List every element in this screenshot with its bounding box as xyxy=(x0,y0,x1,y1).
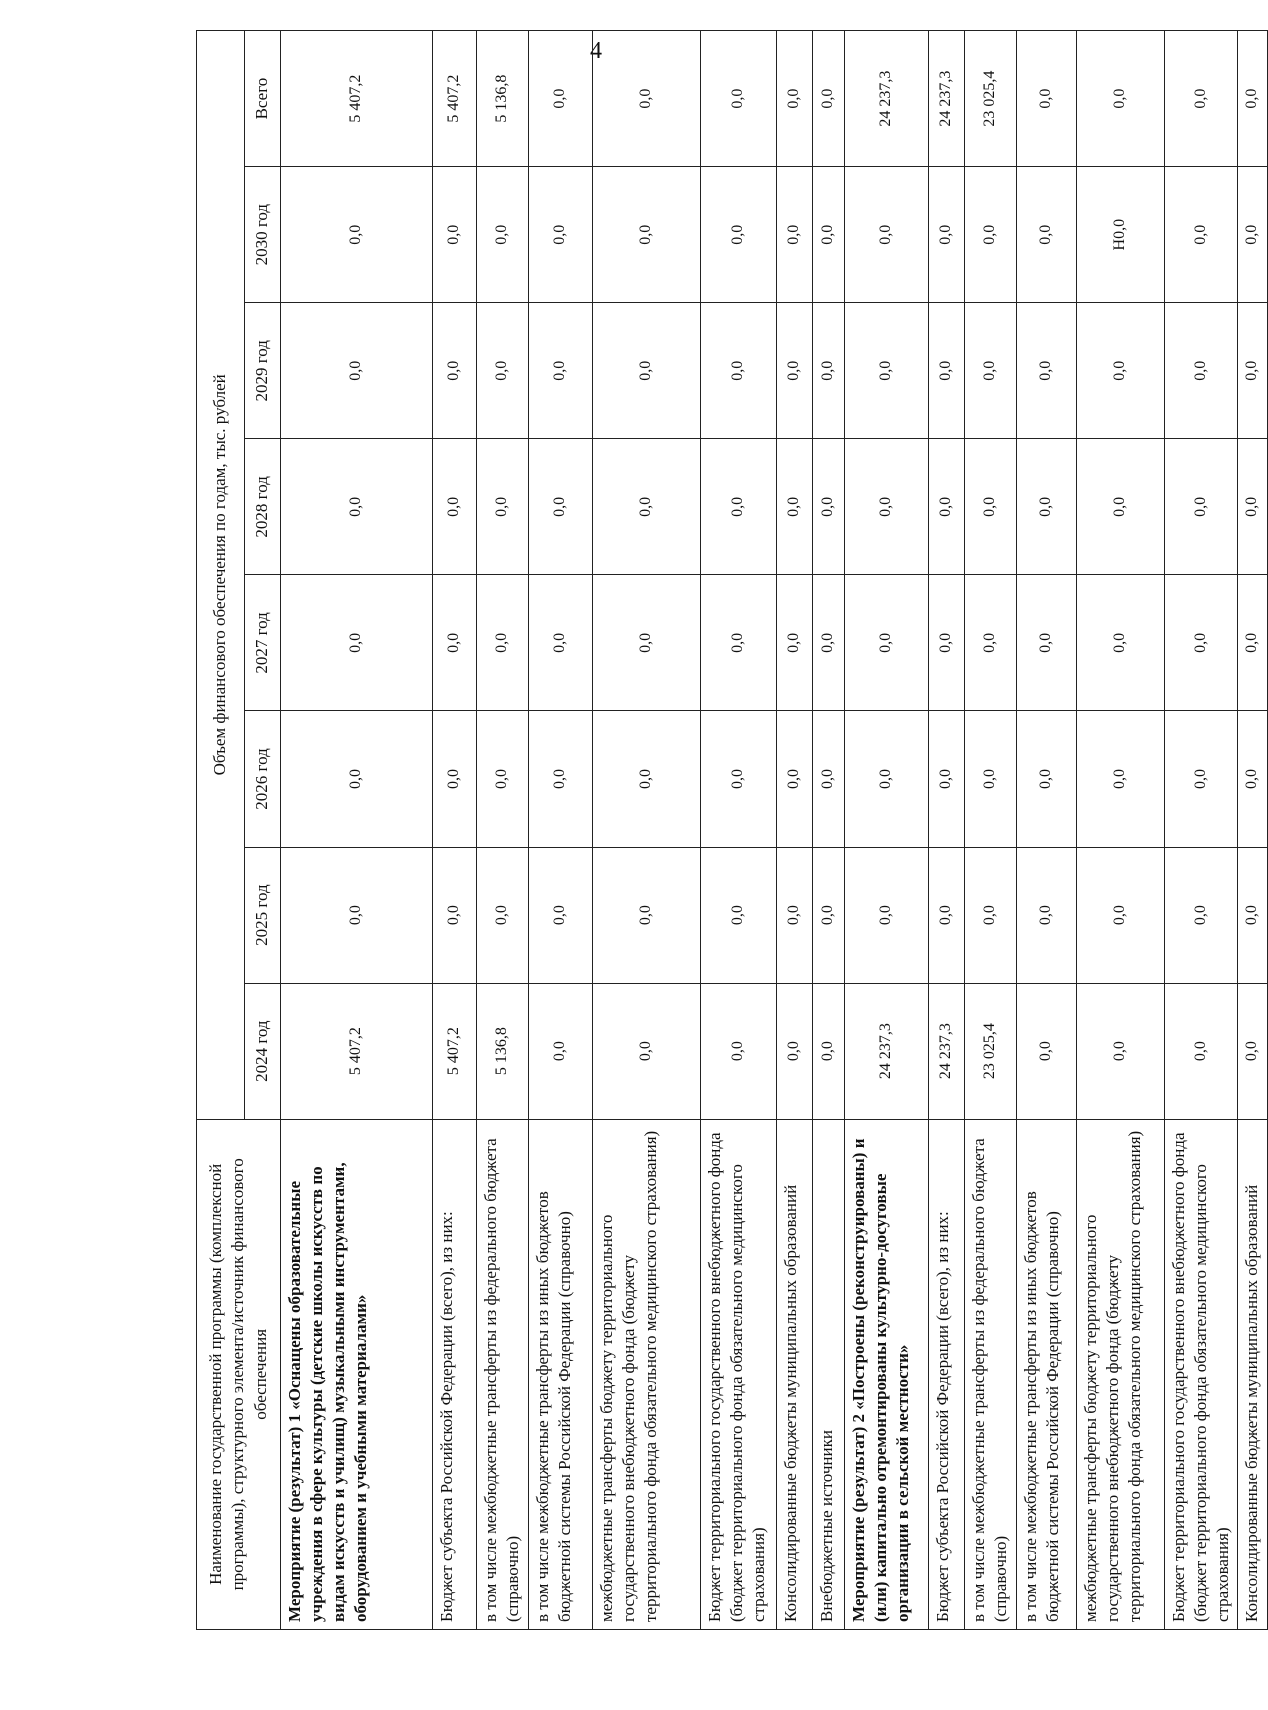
header-year-3: 2027 год xyxy=(245,575,281,711)
value-cell: 0,0 xyxy=(1017,303,1077,439)
value-cell: 0,0 xyxy=(281,439,433,575)
source-name-cell: Консолидированные бюджеты муниципальных образований xyxy=(777,1119,813,1629)
value-cell: 0,0 xyxy=(1238,31,1268,167)
table-row xyxy=(701,31,777,1630)
table-row xyxy=(777,31,813,1630)
value-cell: 0,0 xyxy=(929,167,965,303)
value-cell: 0,0 xyxy=(281,575,433,711)
value-cell: 0,0 xyxy=(1165,575,1238,711)
table-header xyxy=(197,31,281,1630)
value-cell: 0,0 xyxy=(701,575,777,711)
value-cell: 0,0 xyxy=(1077,847,1165,983)
value-cell: 0,0 xyxy=(777,711,813,847)
value-cell: 0,0 xyxy=(813,983,845,1119)
value-cell: 0,0 xyxy=(777,31,813,167)
value-cell: 0,0 xyxy=(281,711,433,847)
value-cell: 0,0 xyxy=(433,167,477,303)
value-cell: 0,0 xyxy=(1017,847,1077,983)
value-cell: 0,0 xyxy=(777,303,813,439)
value-cell: 0,0 xyxy=(965,303,1017,439)
value-cell: 0,0 xyxy=(529,711,593,847)
value-cell: 0,0 xyxy=(777,847,813,983)
value-cell: 5 136,8 xyxy=(477,983,529,1119)
header-year-6: 2030 год xyxy=(245,167,281,303)
value-cell: 0,0 xyxy=(777,983,813,1119)
table-row xyxy=(1017,31,1077,1630)
header-year-1: 2025 год xyxy=(245,847,281,983)
source-name-cell: Бюджет субъекта Российской Федерации (всего), из них: xyxy=(929,1119,965,1629)
value-cell: 0,0 xyxy=(965,711,1017,847)
source-name-cell: Внебюджетные источники xyxy=(813,1119,845,1629)
value-cell: 0,0 xyxy=(433,439,477,575)
value-cell: 0,0 xyxy=(1017,983,1077,1119)
value-cell: 0,0 xyxy=(281,167,433,303)
header-volume-title: Объем финансового обеспечения по годам, тыс. рублей xyxy=(197,31,245,1120)
value-cell: 0,0 xyxy=(1017,167,1077,303)
table-row xyxy=(845,31,929,1630)
table-row xyxy=(1165,31,1238,1630)
value-cell: 0,0 xyxy=(1077,983,1165,1119)
value-cell: 0,0 xyxy=(1077,711,1165,847)
header-year-2: 2026 год xyxy=(245,711,281,847)
value-cell: 0,0 xyxy=(1238,439,1268,575)
value-cell: 0,0 xyxy=(813,711,845,847)
value-cell: 0,0 xyxy=(929,847,965,983)
source-name-cell: Консолидированные бюджеты муниципальных образований xyxy=(1238,1119,1268,1629)
table-row xyxy=(1238,31,1268,1630)
value-cell: 0,0 xyxy=(813,31,845,167)
table-row xyxy=(281,31,433,1630)
value-cell: 0,0 xyxy=(845,711,929,847)
value-cell: 24 237,3 xyxy=(845,31,929,167)
value-cell: 0,0 xyxy=(965,575,1017,711)
value-cell: 0,0 xyxy=(1165,303,1238,439)
activity-name-cell: Мероприятие (результат) 1 «Оснащены образовательные учреждения в сфере культуры (детские школы искусств по видам искусств и училищ) музыкальными инструментами, оборудованием и учебными материалами» xyxy=(281,1119,433,1629)
value-cell: 0,0 xyxy=(593,167,701,303)
value-cell: 0,0 xyxy=(1017,711,1077,847)
value-cell: 5 407,2 xyxy=(281,983,433,1119)
value-cell: 0,0 xyxy=(433,711,477,847)
value-cell: 0,0 xyxy=(1017,31,1077,167)
value-cell: 0,0 xyxy=(1238,983,1268,1119)
value-cell: 0,0 xyxy=(1165,167,1238,303)
header-year-7: Всего xyxy=(245,31,281,167)
value-cell: 0,0 xyxy=(529,575,593,711)
table-row xyxy=(929,31,965,1630)
value-cell: 0,0 xyxy=(281,847,433,983)
value-cell: 0,0 xyxy=(929,575,965,711)
value-cell: 0,0 xyxy=(593,575,701,711)
value-cell: 0,0 xyxy=(1077,575,1165,711)
value-cell: 0,0 xyxy=(777,439,813,575)
table-row xyxy=(433,31,477,1630)
header-name-column: Наименование государственной программы (комплексной программы), структурного элемента/источник финансового обеспечения xyxy=(197,1119,281,1629)
value-cell: 0,0 xyxy=(593,31,701,167)
value-cell: 0,0 xyxy=(845,575,929,711)
value-cell: 0,0 xyxy=(1238,847,1268,983)
value-cell: 5 407,2 xyxy=(281,31,433,167)
value-cell: 0,0 xyxy=(845,303,929,439)
source-name-cell: в том числе межбюджетные трансферты из иных бюджетов бюджетной системы Российской Федерации (справочно) xyxy=(1017,1119,1077,1629)
value-cell: 0,0 xyxy=(701,439,777,575)
source-name-cell: межбюджетные трансферты бюджету территориального государственного внебюджетного фонда (бюджету территориального фонда обязательного медицинского страхования) xyxy=(1077,1119,1165,1629)
value-cell: 0,0 xyxy=(929,711,965,847)
value-cell: 0,0 xyxy=(845,439,929,575)
value-cell: 24 237,3 xyxy=(929,983,965,1119)
value-cell: 0,0 xyxy=(1238,303,1268,439)
value-cell: 0,0 xyxy=(593,303,701,439)
value-cell: 0,0 xyxy=(1165,711,1238,847)
value-cell: 0,0 xyxy=(965,439,1017,575)
table-row xyxy=(1077,31,1165,1630)
value-cell: 0,0 xyxy=(593,983,701,1119)
value-cell: 0,0 xyxy=(1165,847,1238,983)
value-cell: 0,0 xyxy=(813,439,845,575)
source-name-cell: Бюджет территориального государственного внебюджетного фонда (бюджет территориального фонда обязательного медицинского страхования) xyxy=(1165,1119,1238,1629)
value-cell: 0,0 xyxy=(929,439,965,575)
value-cell: 0,0 xyxy=(813,167,845,303)
value-cell: 0,0 xyxy=(1238,711,1268,847)
table-row xyxy=(965,31,1017,1630)
value-cell: 5 407,2 xyxy=(433,983,477,1119)
value-cell: 0,0 xyxy=(477,439,529,575)
value-cell: 23 025,4 xyxy=(965,31,1017,167)
value-cell: 23 025,4 xyxy=(965,983,1017,1119)
table-row xyxy=(529,31,593,1630)
value-cell: 0,0 xyxy=(1238,575,1268,711)
value-cell: 0,0 xyxy=(593,847,701,983)
value-cell: 0,0 xyxy=(1077,31,1165,167)
table-row xyxy=(813,31,845,1630)
value-cell: 0,0 xyxy=(1017,439,1077,575)
header-year-0: 2024 год xyxy=(245,983,281,1119)
value-cell: 0,0 xyxy=(777,167,813,303)
value-cell: 0,0 xyxy=(477,711,529,847)
value-cell: 24 237,3 xyxy=(845,983,929,1119)
value-cell: 0,0 xyxy=(433,575,477,711)
header-year-5: 2029 год xyxy=(245,303,281,439)
value-cell: 0,0 xyxy=(477,303,529,439)
source-name-cell: в том числе межбюджетные трансферты из иных бюджетов бюджетной системы Российской Федерации (справочно) xyxy=(529,1119,593,1629)
value-cell: 0,0 xyxy=(929,303,965,439)
value-cell: 0,0 xyxy=(477,167,529,303)
header-year-4: 2028 год xyxy=(245,439,281,575)
value-cell: 0,0 xyxy=(701,847,777,983)
source-name-cell: в том числе межбюджетные трансферты из федерального бюджета (справочно) xyxy=(477,1119,529,1629)
financing-table xyxy=(196,30,1268,1630)
value-cell: 0,0 xyxy=(433,303,477,439)
source-name-cell: межбюджетные трансферты бюджету территориального государственного внебюджетного фонда (бюджету территориального фонда обязательного медицинского страхования) xyxy=(593,1119,701,1629)
source-name-cell: Бюджет субъекта Российской Федерации (всего), из них: xyxy=(433,1119,477,1629)
value-cell: 5 136,8 xyxy=(477,31,529,167)
value-cell: 0,0 xyxy=(1165,31,1238,167)
value-cell: 0,0 xyxy=(777,575,813,711)
value-cell: 0,0 xyxy=(433,847,477,983)
value-cell: 0,0 xyxy=(1077,303,1165,439)
table-row xyxy=(477,31,529,1630)
value-cell: 0,0 xyxy=(477,847,529,983)
value-cell: 0,0 xyxy=(701,31,777,167)
activity-name-cell: Мероприятие (результат) 2 «Построены (реконструированы) и (или) капитально отремонтированы культурно-досуговые организации в сельской местности» xyxy=(845,1119,929,1629)
value-cell: 0,0 xyxy=(529,303,593,439)
value-cell: 0,0 xyxy=(593,711,701,847)
value-cell: 0,0 xyxy=(813,303,845,439)
value-cell: 0,0 xyxy=(701,303,777,439)
value-cell: 0,0 xyxy=(477,575,529,711)
value-cell: 0,0 xyxy=(529,847,593,983)
value-cell: 0,0 xyxy=(965,847,1017,983)
value-cell: 0,0 xyxy=(701,167,777,303)
value-cell: 0,0 xyxy=(593,439,701,575)
value-cell: 0,0 xyxy=(529,983,593,1119)
value-cell: 0,0 xyxy=(701,983,777,1119)
value-cell: 0,0 xyxy=(1017,575,1077,711)
value-cell: 0,0 xyxy=(1165,983,1238,1119)
value-cell: 0,0 xyxy=(813,575,845,711)
value-cell: 0,0 xyxy=(529,167,593,303)
value-cell: 0,0 xyxy=(701,711,777,847)
page-number: 4 xyxy=(590,38,602,64)
value-cell: 0,0 xyxy=(1238,167,1268,303)
rotated-page-content xyxy=(196,30,1262,1630)
value-cell: 5 407,2 xyxy=(433,31,477,167)
value-cell: 0,0 xyxy=(1077,439,1165,575)
value-cell: 24 237,3 xyxy=(929,31,965,167)
value-cell: 0,0 xyxy=(965,167,1017,303)
value-cell: 0,0 xyxy=(845,167,929,303)
source-name-cell: в том числе межбюджетные трансферты из федерального бюджета (справочно) xyxy=(965,1119,1017,1629)
value-cell: 0,0 xyxy=(529,439,593,575)
value-cell: 0,0 xyxy=(281,303,433,439)
value-cell: 0,0 xyxy=(845,847,929,983)
source-name-cell: Бюджет территориального государственного внебюджетного фонда (бюджет территориального фонда обязательного медицинского страхования) xyxy=(701,1119,777,1629)
table-row xyxy=(593,31,701,1630)
value-cell: 0,0 xyxy=(529,31,593,167)
table-body xyxy=(281,31,1268,1630)
value-cell: 0,0 xyxy=(1165,439,1238,575)
value-cell: 0,0 xyxy=(813,847,845,983)
value-cell: Н0,0 xyxy=(1077,167,1165,303)
